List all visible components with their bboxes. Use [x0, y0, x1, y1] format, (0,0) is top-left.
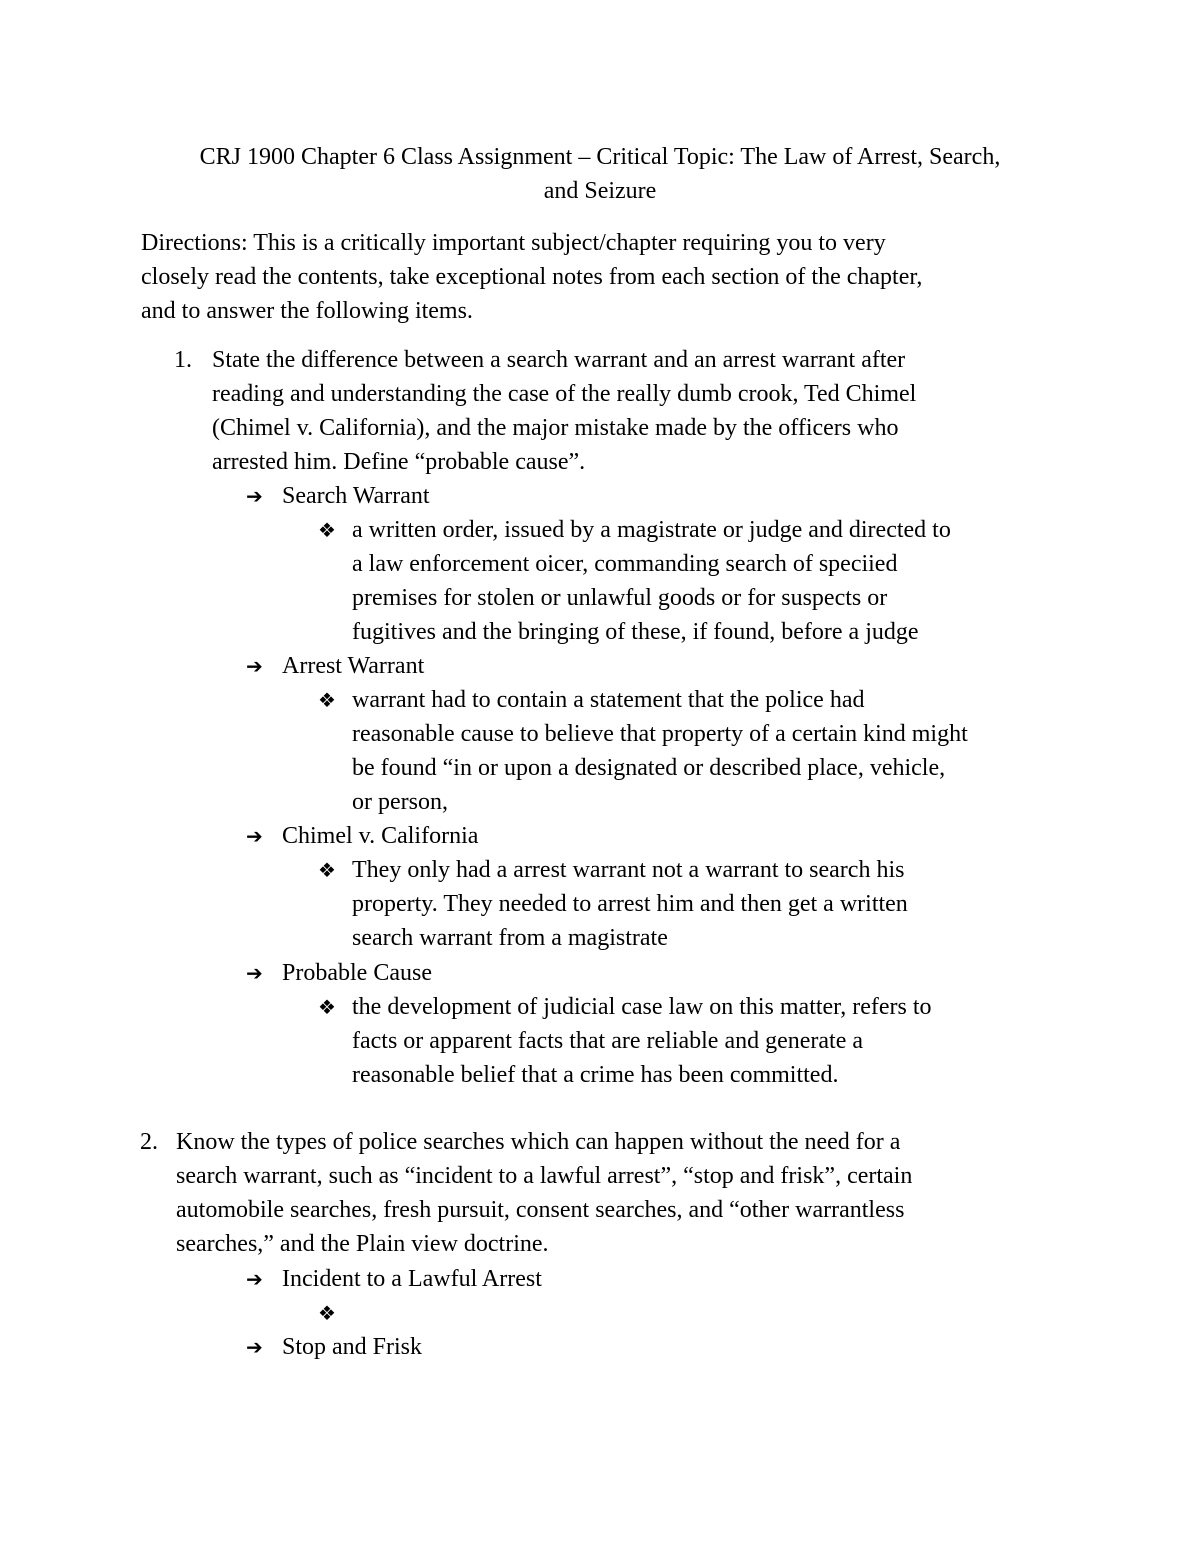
diamond-bullet-icon: ❖ — [318, 1301, 336, 1325]
note-search-warrant — [318, 513, 951, 649]
topic-label: Incident to a Lawful Arrest — [282, 1266, 542, 1292]
note-line: warrant had to contain a statement that the police had — [352, 687, 865, 713]
note-line: a law enforcement oicer, commanding search of speciied — [352, 551, 898, 577]
note-line — [352, 1296, 358, 1330]
diamond-bullet-icon: ❖ — [318, 995, 336, 1019]
question-line: Know the types of police searches which can happen without the need for a — [176, 1129, 901, 1155]
topic-label: Search Warrant — [282, 483, 430, 509]
note-arrest-warrant — [318, 683, 968, 819]
arrow-bullet-icon: ➔ — [246, 824, 263, 848]
note-line: fugitives and the bringing of these, if found, before a judge — [352, 619, 919, 645]
arrow-bullet-icon: ➔ — [246, 484, 263, 508]
diamond-bullet-icon: ❖ — [318, 858, 336, 882]
note-probable-cause — [318, 990, 932, 1092]
note-line: a written order, issued by a magistrate or judge and directed to — [352, 517, 951, 543]
arrow-bullet-icon: ➔ — [246, 1335, 263, 1359]
note-chimel-v-california — [318, 853, 908, 955]
directions-line: and to answer the following items. — [141, 298, 473, 324]
question-line: State the difference between a search warrant and an arrest warrant after — [212, 347, 906, 373]
topic-label: Stop and Frisk — [282, 1334, 423, 1360]
question-line: (Chimel v. California), and the major mistake made by the officers who — [212, 415, 899, 441]
diamond-bullet-icon: ❖ — [318, 518, 336, 542]
note-line: reasonable cause to believe that property of a certain kind might — [352, 721, 968, 747]
topic-probable-cause — [246, 956, 432, 990]
question-number: 1. — [174, 347, 192, 373]
question-line: search warrant, such as “incident to a lawful arrest”, “stop and frisk”, certain — [176, 1163, 913, 1189]
question-number: 2. — [140, 1129, 158, 1155]
question-line: arrested him. Define “probable cause”. — [212, 449, 586, 475]
question-line: reading and understanding the case of the really dumb crook, Ted Chimel — [212, 381, 917, 407]
note-line: premises for stolen or unlawful goods or for suspects or — [352, 585, 888, 611]
note-line: facts or apparent facts that are reliable and generate a — [352, 1028, 864, 1054]
note-line: be found “in or upon a designated or described place, vehicle, — [352, 755, 946, 781]
note-line: search warrant from a magistrate — [352, 925, 668, 951]
topic-label: Chimel v. California — [282, 823, 479, 849]
question-line: searches,” and the Plain view doctrine. — [176, 1231, 549, 1257]
diamond-bullet-icon: ❖ — [318, 688, 336, 712]
note-line: the development of judicial case law on this matter, refers to — [352, 994, 932, 1020]
topic-arrest-warrant — [246, 649, 424, 683]
title-line-2: and Seizure — [543, 178, 657, 204]
question-text — [176, 1125, 1076, 1261]
topic-stop-and-frisk — [246, 1330, 422, 1364]
note-line: or person, — [352, 789, 448, 815]
directions-line: Directions: This is a critically important subject/chapter requiring you to very — [141, 230, 886, 256]
topic-label: Probable Cause — [282, 960, 432, 986]
title-line-1: CRJ 1900 Chapter 6 Class Assignment – Critical Topic: The Law of Arrest, Search, — [199, 144, 1001, 170]
note-incident-to-lawful-arrest — [318, 1296, 358, 1330]
document-title — [100, 140, 1100, 208]
arrow-bullet-icon: ➔ — [246, 654, 263, 678]
note-line: reasonable belief that a crime has been committed. — [352, 1062, 839, 1088]
directions-line: closely read the contents, take exceptional notes from each section of the chapter, — [141, 264, 923, 290]
question-line: automobile searches, fresh pursuit, consent searches, and “other warrantless — [176, 1197, 905, 1223]
directions-paragraph — [141, 226, 1061, 328]
topic-incident-to-lawful-arrest — [246, 1262, 542, 1296]
note-line: property. They needed to arrest him and then get a written — [352, 891, 908, 917]
topic-label: Arrest Warrant — [282, 653, 425, 679]
topic-chimel-v-california — [246, 819, 478, 853]
arrow-bullet-icon: ➔ — [246, 961, 263, 985]
topic-search-warrant — [246, 479, 430, 513]
question-text — [212, 343, 1092, 479]
arrow-bullet-icon: ➔ — [246, 1267, 263, 1291]
note-line: They only had a arrest warrant not a warrant to search his — [352, 857, 905, 883]
